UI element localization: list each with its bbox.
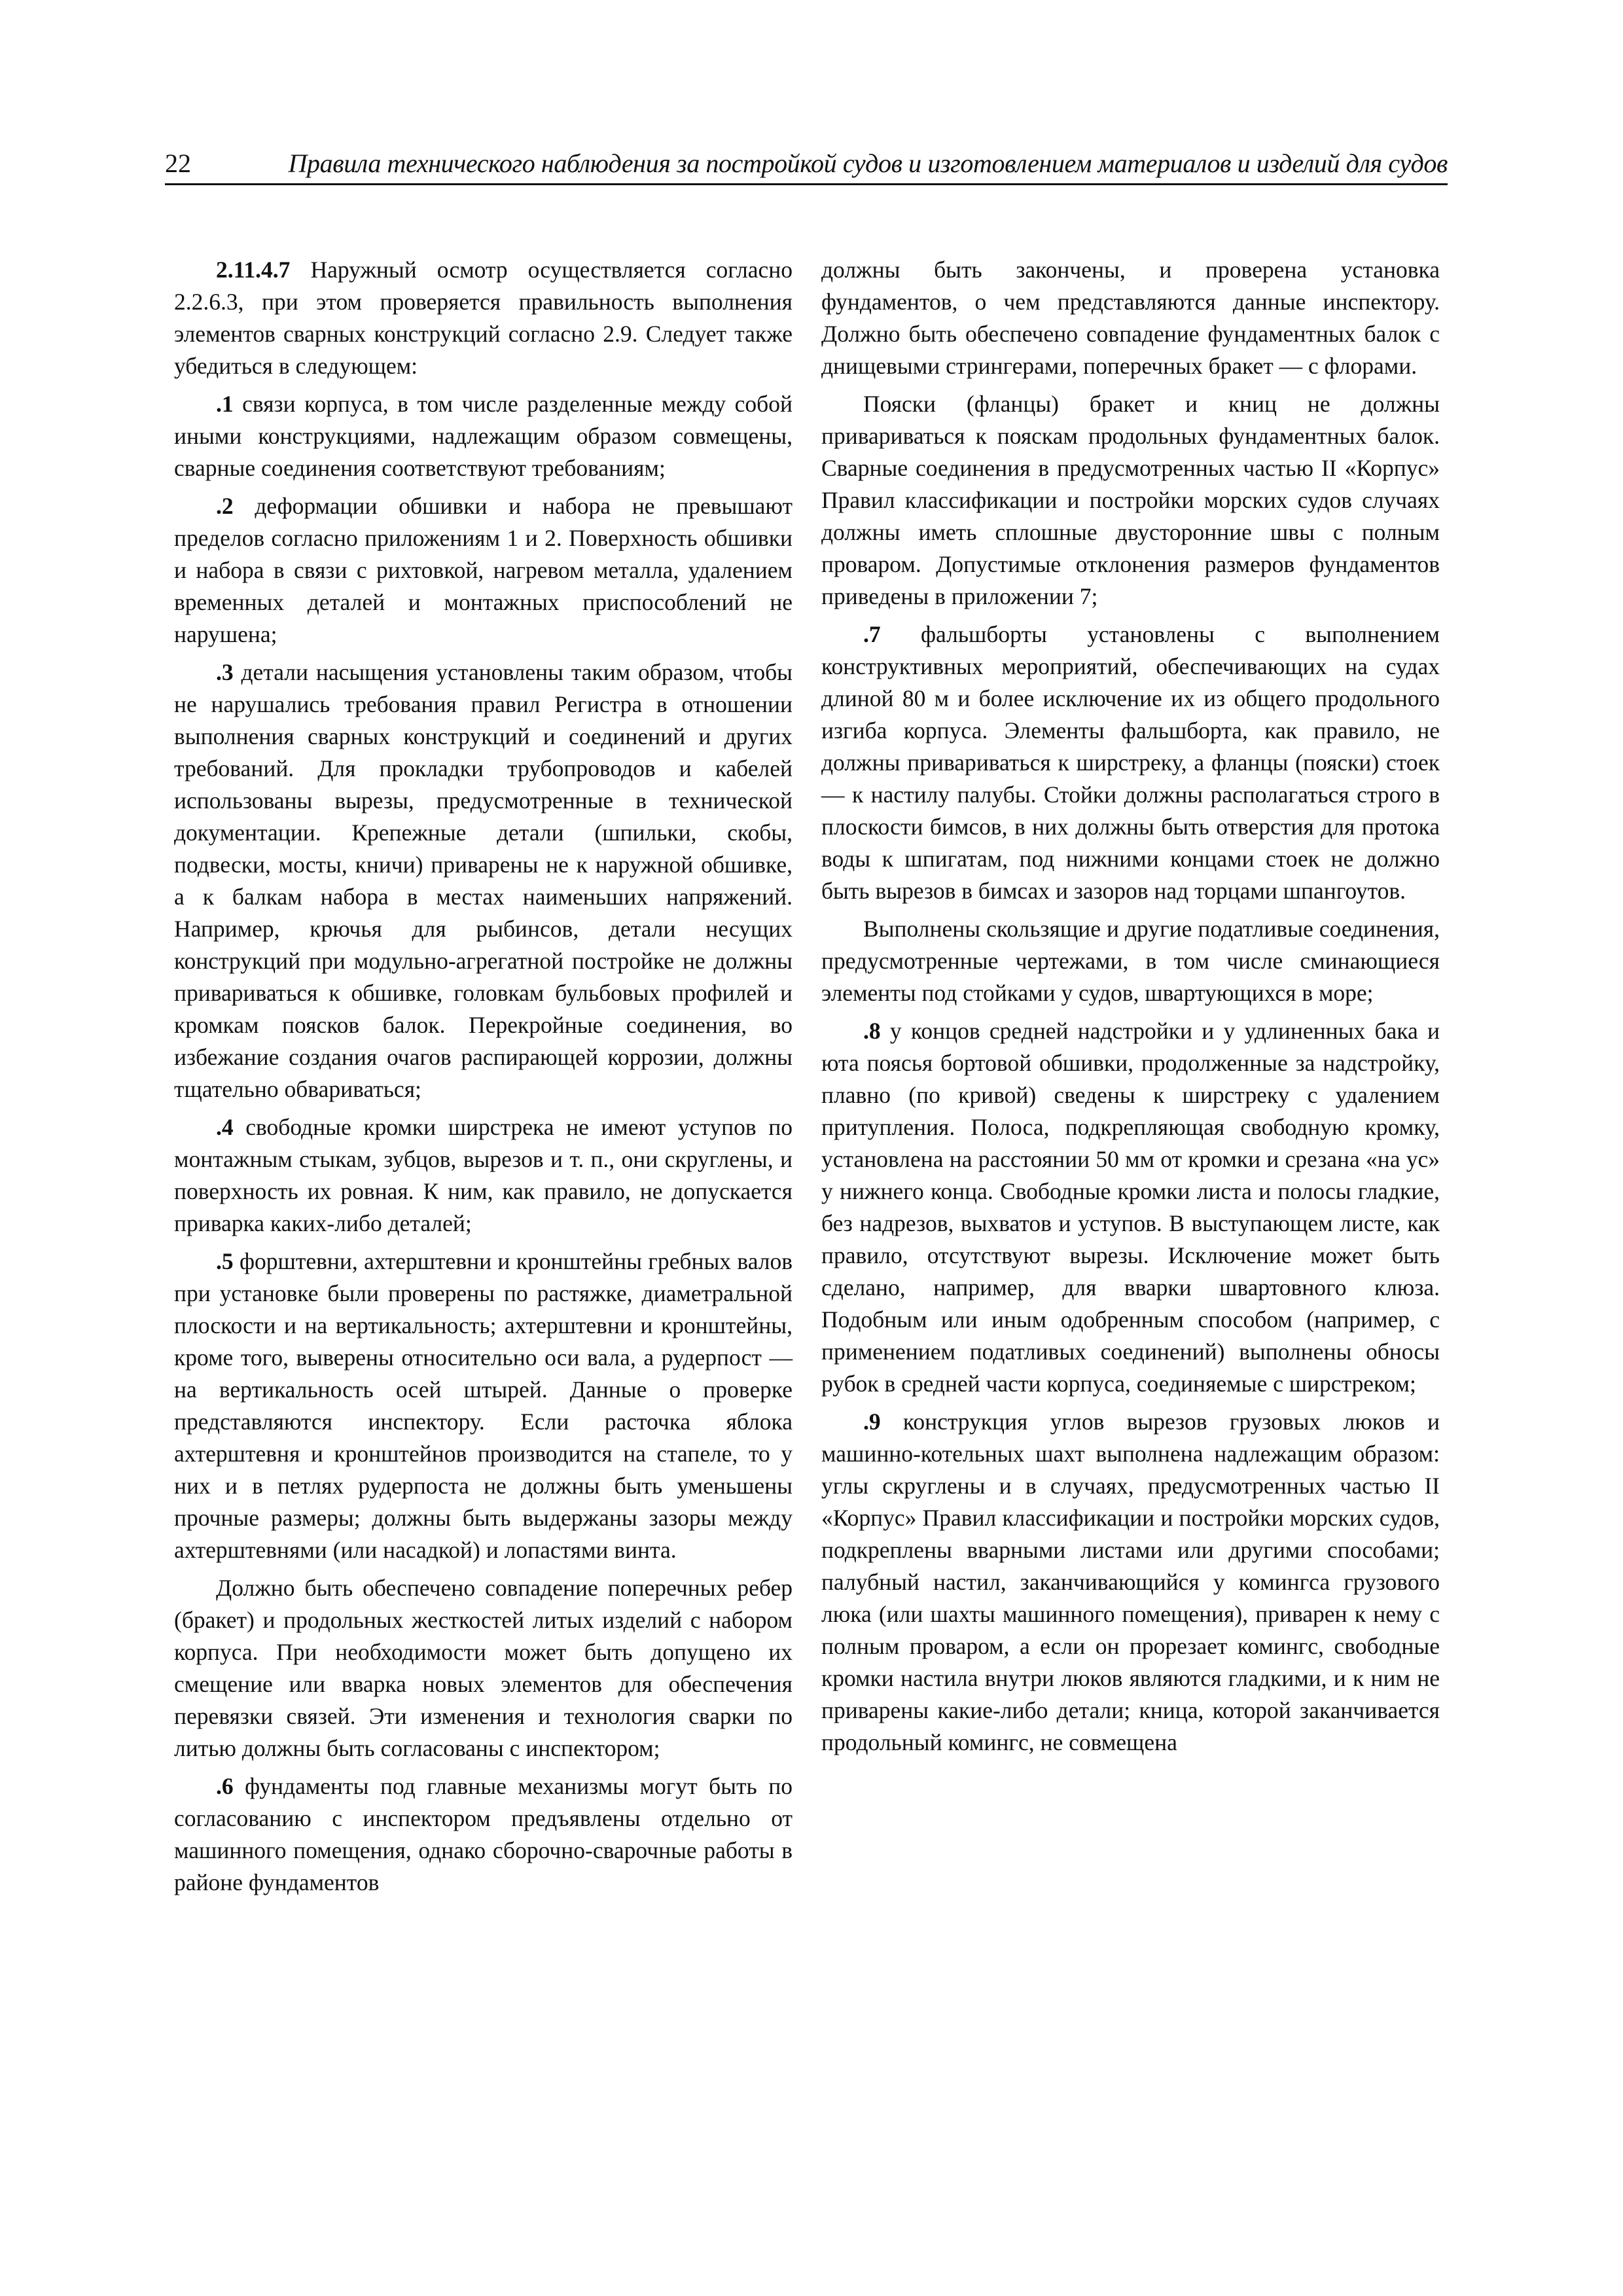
item-number: .2 xyxy=(216,493,234,519)
paragraph-2-11-4-7 xyxy=(174,254,793,382)
item-number: .3 xyxy=(216,659,234,685)
paragraph-text: фальшборты установлены с выполнением конструктивных мероприятий, обеспечивающих на судах длиной 80 м и более исключение их из общего продольного изгиба корпуса. Элементы фальшборта, как правило, не должны привариваться к ширстреку, а фланцы (пояски) стоек — к настилу палубы. Стойки должны располагаться строго в плоскости бимсов, в них должны быть отверстия для протока воды к шпигатам, под нижними концами стоек не должно быть вырезов в бимсах и зазоров над торцами шпангоутов. xyxy=(821,621,1440,904)
header-rule xyxy=(165,183,1448,185)
paragraph-text: детали насыщения установлены таким образом, чтобы не нарушались требования правил Регистра в отношении выполнения сварных конструкций и соединений и других требований. Для прокладки трубопроводов и кабелей использованы вырезы, предусмотренные в технической документации. Крепежные детали (шпильки, скобы, подвески, мосты, кничи) приварены не к наружной обшивке, а к балкам набора в местах наименьших напряжений. Например, крючья для рыбинсов, детали несущих конструкций при модульно-агрегатной постройке не должны привариваться к обшивке, головкам бульбовых профилей и кромкам поясков балок. Перекройные соединения, во избежание создания очагов распирающей коррозии, должны тщательно обвариваться; xyxy=(174,659,793,1102)
item-8 xyxy=(821,1015,1440,1400)
item-number: .1 xyxy=(216,391,234,417)
item-2 xyxy=(174,490,793,651)
paragraph-text: связи корпуса, в том числе разделенные между собой иными конструкциями, надлежащим образом совмещены, сварные соединения соответствуют требованиям; xyxy=(174,391,793,481)
paragraph-text: фундаменты под главные механизмы могут быть по согласованию с инспектором предъявлены отдельно от машинного помещения, однако сборочно-сварочные работы в районе фундаментов xyxy=(174,1773,793,1895)
paragraph-castings xyxy=(174,1572,793,1765)
paragraph-text: Пояски (фланцы) бракет и книц не должны привариваться к пояскам продольных фундаментных балок. Сварные соединения в предусмотренных частью II «Корпус» Правил классификации и постройки морских судов случаях должны иметь сплошные двусторонние швы с полным проваром. Допустимые отклонения размеров фундаментов приведены в приложении 7; xyxy=(821,391,1440,609)
page-header xyxy=(165,145,1448,182)
paragraph-text: Должно быть обеспечено совпадение поперечных ребер (бракет) и продольных жесткостей литых изделий с набором корпуса. При необходимости может быть допущено их смещение или вварка новых элементов для обеспечения перевязки связей. Эти изменения и технология сварки по литью должны быть согласованы с инспектором; xyxy=(174,1575,793,1761)
paragraph-text: свободные кромки ширстрека не имеют уступов по монтажным стыкам, зубцов, вырезов и т. п., они скруглены, и поверхность их ровная. К ним, как правило, не допускается приварка каких-либо деталей; xyxy=(174,1114,793,1236)
paragraph-text: Выполнены скользящие и другие податливые соединения, предусмотренные чертежами, в том числе сминающиеся элементы под стойками у судов, швартующихся в море; xyxy=(821,916,1440,1006)
item-number: .9 xyxy=(863,1408,881,1435)
paragraph-continuation xyxy=(821,254,1440,382)
paragraph-flanges xyxy=(821,388,1440,613)
paragraph-text: Наружный осмотр осуществляется согласно 2.2.6.3, при этом проверяется правильность выполнения элементов сварных конструкций согласно 2.9. Следует также убедиться в следующем: xyxy=(174,257,793,379)
right-column xyxy=(821,254,1440,1759)
item-6 xyxy=(174,1770,793,1899)
item-number: .4 xyxy=(216,1114,234,1140)
clause-number: 2.11.4.7 xyxy=(216,257,291,283)
item-4 xyxy=(174,1111,793,1240)
paragraph-text: форштевни, ахтерштевни и кронштейны гребных валов при установке были проверены по растяжке, диаметральной плоскости и на вертикальность; ахтерштевни и кронштейны, кроме того, выверены относительно оси вала, а рудерпост — на вертикальность осей штырей. Данные о проверке представляются инспектору. Если расточка яблока ахтерштевня и кронштейнов производится на стапеле, то у них и в петлях рудерпоста не должны быть уменьшены прочные размеры; должны быть выдержаны зазоры между ахтерштевнями (или насадкой) и лопастями винта. xyxy=(174,1248,793,1563)
page-number: 22 xyxy=(165,149,191,178)
item-number: .6 xyxy=(216,1773,234,1799)
item-7 xyxy=(821,619,1440,907)
item-number: .8 xyxy=(863,1018,881,1044)
item-1 xyxy=(174,388,793,484)
left-column xyxy=(174,254,793,1899)
paragraph-sliding-joints xyxy=(821,913,1440,1009)
item-9 xyxy=(821,1406,1440,1759)
item-number: .7 xyxy=(863,621,881,647)
paragraph-text: у концов средней надстройки и у удлиненных бака и юта поясья бортовой обшивки, продолженные за надстройку, плавно (по кривой) сведены к ширстреку с удалением притупления. Полоса, подкрепляющая свободную кромку, установлена на расстоянии 50 мм от кромки и срезана «на ус» у нижнего конца. Свободные кромки листа и полосы гладкие, без надрезов, выхватов и уступов. В выступающем листе, как правило, отсутствуют вырезы. Исключение может быть сделано, например, для вварки швартовного клюза. Подобным или иным одобренным способом (например, с применением податливых соединений) выполнены обносы рубок в средней части корпуса, соединяемые с ширстреком; xyxy=(821,1018,1440,1397)
item-3 xyxy=(174,656,793,1105)
paragraph-text: должны быть закончены, и проверена установка фундаментов, о чем представляются данные инспектору. Должно быть обеспечено совпадение фундаментных балок с днищевыми стрингерами, поперечных бракет — с флорами. xyxy=(821,257,1440,379)
item-5 xyxy=(174,1246,793,1566)
paragraph-text: деформации обшивки и набора не превышают пределов согласно приложениям 1 и 2. Поверхность обшивки и набора в связи с рихтовкой, нагревом металла, удалением временных деталей и монтажных приспособлений не нарушена; xyxy=(174,493,793,647)
running-title: Правила технического наблюдения за постройкой судов и изготовлением материалов и изделий для судов xyxy=(288,149,1448,178)
item-number: .5 xyxy=(216,1248,234,1274)
paragraph-text: конструкция углов вырезов грузовых люков и машинно-котельных шахт выполнена надлежащим образом: углы скруглены и в случаях, предусмотренных частью II «Корпус» Правил классификации и постройки морских судов, подкреплены вварными листами или другими способами; палубный настил, заканчивающийся у комингса грузового люка (или шахты машинного помещения), приварен к нему с полным проваром, а если он прорезает комингс, свободные кромки настила внутри люков являются гладкими, и к ним не приварены какие-либо детали; кница, которой заканчивается продольный комингс, не совмещена xyxy=(821,1408,1440,1755)
